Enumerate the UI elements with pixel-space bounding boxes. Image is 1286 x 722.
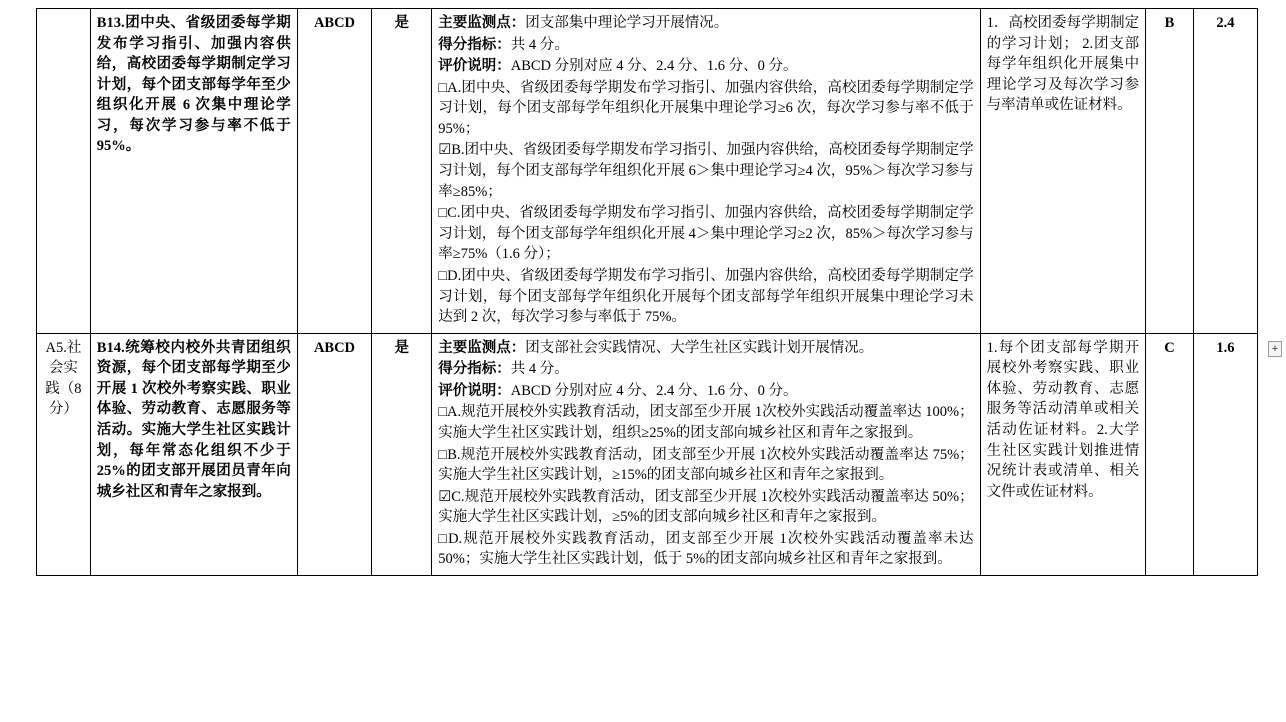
score-cell: 2.4: [1193, 9, 1257, 334]
explain-label: 评价说明：: [438, 382, 511, 399]
main-point-line: [438, 338, 973, 359]
main-point-label: 主要监测点：: [438, 339, 526, 356]
applicable-cell: 是: [372, 333, 432, 575]
expand-button[interactable]: +: [1268, 341, 1282, 357]
explain-text: ABCD 分别对应 4 分、2.4 分、1.6 分、0 分。: [510, 58, 798, 75]
option-b[interactable]: [438, 445, 973, 486]
category-cell: A5.社会实践（8 分）: [37, 333, 91, 575]
option-c-text: C.规范开展校外实践教育活动，团支部至少开展 1次校外实践活动覆盖率达 50%；实施大学生社区实践计划，≥5%的团支部向城乡社区和青年之家报到。: [438, 488, 974, 526]
options-cell: ABCD: [297, 333, 372, 575]
option-b[interactable]: [438, 140, 973, 202]
score-index-line: [438, 35, 973, 56]
option-d-text: D.团中央、省级团委每学期发布学习指引、加强内容供给，高校团委每学期制定学习计划，每个团支部每学年组织化开展每个团支部每学年组织开展集中理论学习未达到 2 次，每次学习参与率低于 75%。: [438, 267, 974, 326]
score-cell: 1.6: [1193, 333, 1257, 575]
evidence-cell: 1．高校团委每学期制定的学习计划； 2.团支部每学年组织化开展集中理论学习及每次学习参与率清单或佐证材料。: [980, 9, 1146, 334]
score-index-label: 得分指标：: [438, 36, 511, 53]
checkbox-unchecked-icon[interactable]: □: [438, 446, 448, 463]
option-a[interactable]: [438, 78, 973, 140]
monitoring-cell: [432, 333, 980, 575]
option-b-text: B.规范开展校外实践教育活动，团支部至少开展 1次校外实践活动覆盖率达 75%；实施大学生社区实践计划，≥15%的团支部向城乡社区和青年之家报到。: [438, 446, 974, 484]
checkbox-unchecked-icon[interactable]: □: [438, 530, 449, 547]
explain-line: [438, 381, 973, 402]
option-d[interactable]: [438, 266, 973, 328]
main-point-text: 团支部集中理论学习开展情况。: [525, 15, 729, 31]
score-index-label: 得分指标：: [438, 361, 511, 378]
main-point-text: 团支部社会实践情况、大学生社区实践计划开展情况。: [525, 339, 874, 356]
options-cell: ABCD: [297, 9, 372, 334]
option-c[interactable]: [438, 203, 973, 265]
checkbox-unchecked-icon[interactable]: □: [438, 205, 448, 222]
option-a-text: A.团中央、省级团委每学期发布学习指引、加强内容供给，高校团委每学期制定学习计划，每个团支部每学年组织化开展集中理论学习≥6 次，每次学习参与率不低于 95%；: [438, 79, 974, 137]
checkbox-unchecked-icon[interactable]: □: [438, 404, 447, 421]
main-point-label: 主要监测点：: [438, 15, 526, 31]
table-row: [37, 9, 1258, 334]
explain-line: [438, 56, 973, 77]
option-d-text: D.规范开展校外实践教育活动，团支部至少开展 1次校外实践活动覆盖率未达 50%；实施大学生社区实践计划，低于 5%的团支部向城乡社区和青年之家报到。: [438, 530, 974, 568]
main-point-line: [438, 13, 973, 34]
table-row: [37, 333, 1258, 575]
score-index-line: [438, 359, 973, 380]
applicable-cell: 是: [372, 9, 432, 334]
option-a[interactable]: [438, 402, 973, 443]
grade-cell: B: [1146, 9, 1194, 334]
evidence-cell: 1.每个团支部每学期开展校外考察实践、职业体验、劳动教育、志愿服务等活动清单或相关活动佐证材料。2.大学生社区实践计划推进情况统计表或清单、相关文件或佐证材料。: [980, 333, 1146, 575]
item-cell: B13.团中央、省级团委每学期发布学习指引、加强内容供给，高校团委每学期制定学习计划，每个团支部每学年至少组织化开展 6 次集中理论学习，每次学习参与率不低于 95%。: [90, 9, 297, 334]
category-cell: [37, 9, 91, 334]
checkbox-unchecked-icon[interactable]: □: [438, 267, 448, 284]
option-c[interactable]: [438, 487, 973, 528]
score-index-text: 共 4 分。: [510, 361, 569, 378]
checkbox-checked-icon[interactable]: ☑: [438, 488, 452, 505]
option-a-text: A.规范开展校外实践教育活动，团支部至少开展 1次校外实践活动覆盖率达 100%；实施大学生社区实践计划，组织≥25%的团支部向城乡社区和青年之家报到。: [438, 404, 974, 441]
checkbox-unchecked-icon[interactable]: □: [438, 79, 448, 96]
evaluation-table: [36, 8, 1258, 576]
score-index-text: 共 4 分。: [510, 36, 569, 53]
monitoring-cell: [432, 9, 980, 334]
option-d[interactable]: [438, 529, 973, 570]
checkbox-checked-icon[interactable]: ☑: [438, 142, 452, 159]
item-cell: B14.统筹校内校外共青团组织资源，每个团支部每学期至少开展 1 次校外考察实践、职业体验、劳动教育、志愿服务等活动。实施大学生社区实践计划，每年常态化组织不少于 25%的团支部开展团员青年向城乡社区和青年之家报到。: [90, 333, 297, 575]
option-b-text: B.团中央、省级团委每学期发布学习指引、加强内容供给，高校团委每学期制定学习计划，每个团支部每学年组织化开展 6＞集中理论学习≥4 次，95%＞每次学习参与率≥85%；: [438, 142, 974, 200]
explain-label: 评价说明：: [438, 58, 511, 75]
grade-cell: C: [1146, 333, 1194, 575]
option-c-text: C.团中央、省级团委每学期发布学习指引、加强内容供给，高校团委每学期制定学习计划，每个团支部每学年组织化开展 4＞集中理论学习≥2 次，85%＞每次学习参与率≥75%（1.6 分）；: [438, 205, 974, 263]
explain-text: ABCD 分别对应 4 分、2.4 分、1.6 分、0 分。: [510, 382, 798, 399]
